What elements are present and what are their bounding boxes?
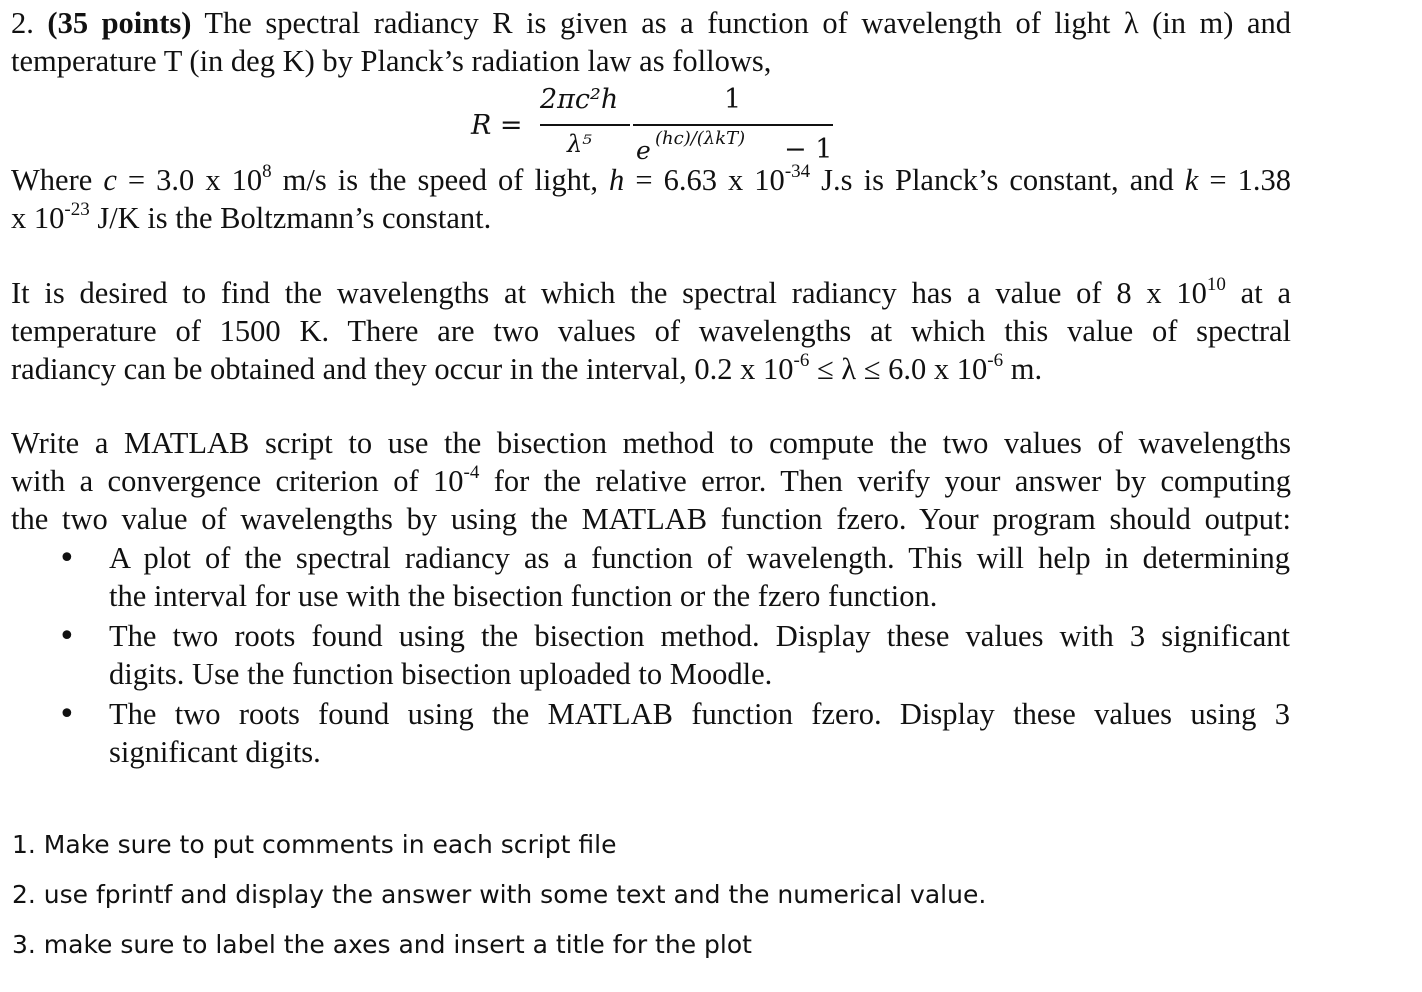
h-exponent: -34 <box>784 160 811 182</box>
list-item-text: the interval for use with the bisection function or the fzero function. <box>109 579 938 613</box>
constants-text: m/s is the speed of light, <box>271 163 610 197</box>
paragraph-text: It is desired to find the wavelengths at which the spectral radiancy has a value of 8 x 10 <box>11 276 1207 310</box>
paragraph-text: at a <box>1225 276 1291 310</box>
paragraph-text: for the relative error. Then verify your answer by computing <box>479 464 1291 498</box>
list-item-text: A plot of the spectral radiancy as a function of wavelength. This will help in determining <box>109 541 1290 575</box>
equation-numerator-2: 1 <box>724 84 742 115</box>
paragraph-text: m. <box>1003 352 1043 386</box>
k-exponent: -23 <box>64 198 90 220</box>
constants-text: J.s is Planck’s constant, and <box>810 163 1185 197</box>
equation-numerator-1: 2πc²h <box>540 84 619 115</box>
bullet-icon: • <box>58 619 76 654</box>
h-symbol: h <box>609 163 625 197</box>
constants-paragraph <box>11 161 1291 237</box>
problem-number: 2. <box>11 6 34 40</box>
paragraph-text: with a convergence criterion of 10 <box>11 464 464 498</box>
constants-text: = 6.63 x 10 <box>624 163 785 197</box>
bullet-icon: • <box>58 697 76 732</box>
paragraph-text: Write a MATLAB script to use the bisection method to compute the two values of wavelengths <box>11 426 1291 460</box>
constants-text: = 3.0 x 10 <box>116 163 263 197</box>
problem-intro-line1: The spectral radiancy R is given as a function of wavelength of light λ (in m) and <box>191 6 1291 40</box>
paragraph-text: temperature of 1500 K. There are two values of wavelengths at which this value of spectral <box>11 314 1291 348</box>
equation-denominator-exponent: (hc)/(λkT) <box>655 128 746 149</box>
note-item: 2. use fprintf and display the answer with some text and the numerical value. <box>12 880 987 909</box>
constants-text: = 1.38 <box>1198 163 1292 197</box>
list-item-text: significant digits. <box>109 735 321 769</box>
equation-denominator-1: λ⁵ <box>567 130 592 158</box>
interval-exponent: -6 <box>987 349 1004 371</box>
note-item: 1. Make sure to put comments in each script file <box>12 830 617 859</box>
list-item-text: The two roots found using the bisection method. Display these values with 3 significant <box>109 619 1290 653</box>
paragraph-text: radiancy can be obtained and they occur in the interval, 0.2 x 10 <box>11 352 794 386</box>
equation-denominator-tail: − 1 <box>784 134 833 165</box>
constants-text: J/K is the Boltzmann’s constant. <box>89 201 492 235</box>
note-item: 3. make sure to label the axes and insert a title for the plot <box>12 930 752 959</box>
list-item-text: The two roots found using the MATLAB function fzero. Display these values using 3 <box>109 697 1290 731</box>
instructions-paragraph <box>11 424 1291 538</box>
list-item-text: digits. Use the function bisection uploaded to Moodle. <box>109 657 773 691</box>
problem-intro-line2: temperature T (in deg K) by Planck’s radiation law as follows, <box>11 44 772 78</box>
paragraph-text: ≤ λ ≤ 6.0 x 10 <box>809 352 988 386</box>
fraction-bar-2 <box>633 124 833 126</box>
k-symbol: k <box>1184 163 1199 197</box>
list-item <box>109 695 1290 771</box>
radiancy-exponent: 10 <box>1206 273 1226 295</box>
equation-lhs: R = <box>471 110 523 141</box>
task-description-paragraph <box>11 274 1291 388</box>
bullet-icon: • <box>58 541 76 576</box>
constants-text: x 10 <box>11 201 65 235</box>
problem-points: (35 points) <box>47 6 192 40</box>
convergence-exponent: -4 <box>463 461 480 483</box>
list-item <box>109 539 1290 615</box>
equation-denominator-base: e <box>636 136 651 165</box>
paragraph-text: the two value of wavelengths by using the MATLAB function fzero. Your program should output: <box>11 502 1291 536</box>
c-exponent: 8 <box>262 160 272 182</box>
problem-intro <box>11 4 1291 80</box>
list-item <box>109 617 1290 693</box>
interval-exponent: -6 <box>793 349 810 371</box>
fraction-bar-1 <box>540 124 630 126</box>
c-symbol: c <box>103 163 117 197</box>
constants-text: Where <box>11 163 104 197</box>
